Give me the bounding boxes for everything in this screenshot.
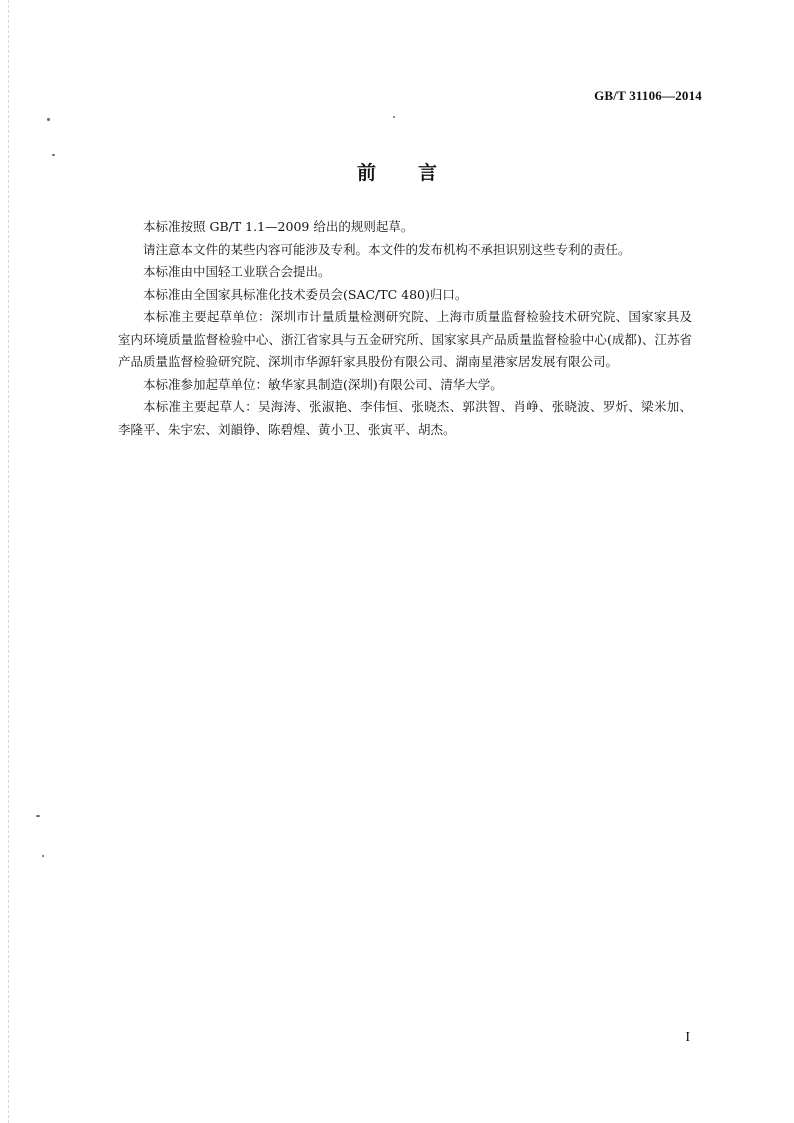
paragraph-drafting-rules: 本标准按照 GB/T 1.1—2009 给出的规则起草。 <box>143 219 414 234</box>
scan-speck <box>42 855 44 857</box>
paragraph-main-drafting-units: 本标准主要起草单位：深圳市计量质量检测研究院、上海市质量监督检验技术研究院、国家家具及室内环境质量监督检验中心、浙江省家具与五金研究所、国家家具产品质量监督检验中心(成都)、江苏省产品质量监督检验研究院、深圳市华源轩家具股份有限公司、湖南星港家居发展有限公司。 <box>118 309 692 369</box>
page-number: I <box>685 1030 690 1045</box>
paragraph-main-drafters: 本标准主要起草人：吴海涛、张淑艳、李伟恒、张晓杰、郭洪智、肖峥、张晓波、罗炘、梁米加、李隆平、朱宇宏、刘韻铮、陈碧煌、黄小卫、张寅平、胡杰。 <box>118 399 692 437</box>
scan-speck <box>36 815 40 817</box>
paragraph-patent-notice: 请注意本文件的某些内容可能涉及专利。本文件的发布机构不承担识别这些专利的责任。 <box>143 241 631 257</box>
scan-speck <box>52 154 55 156</box>
document-body <box>118 216 692 441</box>
scan-speck <box>47 118 50 121</box>
paragraph-participating-units: 本标准参加起草单位：敏华家具制造(深圳)有限公司、清华大学。 <box>143 376 503 392</box>
standard-code: GB/T 31106—2014 <box>594 88 702 103</box>
page-title: 前言 <box>356 162 479 184</box>
paragraph-committee: 本标准由全国家具标准化技术委员会(SAC/TC 480)归口。 <box>143 286 468 302</box>
paragraph-proposer: 本标准由中国轻工业联合会提出。 <box>143 264 331 279</box>
scan-speck <box>393 116 395 118</box>
